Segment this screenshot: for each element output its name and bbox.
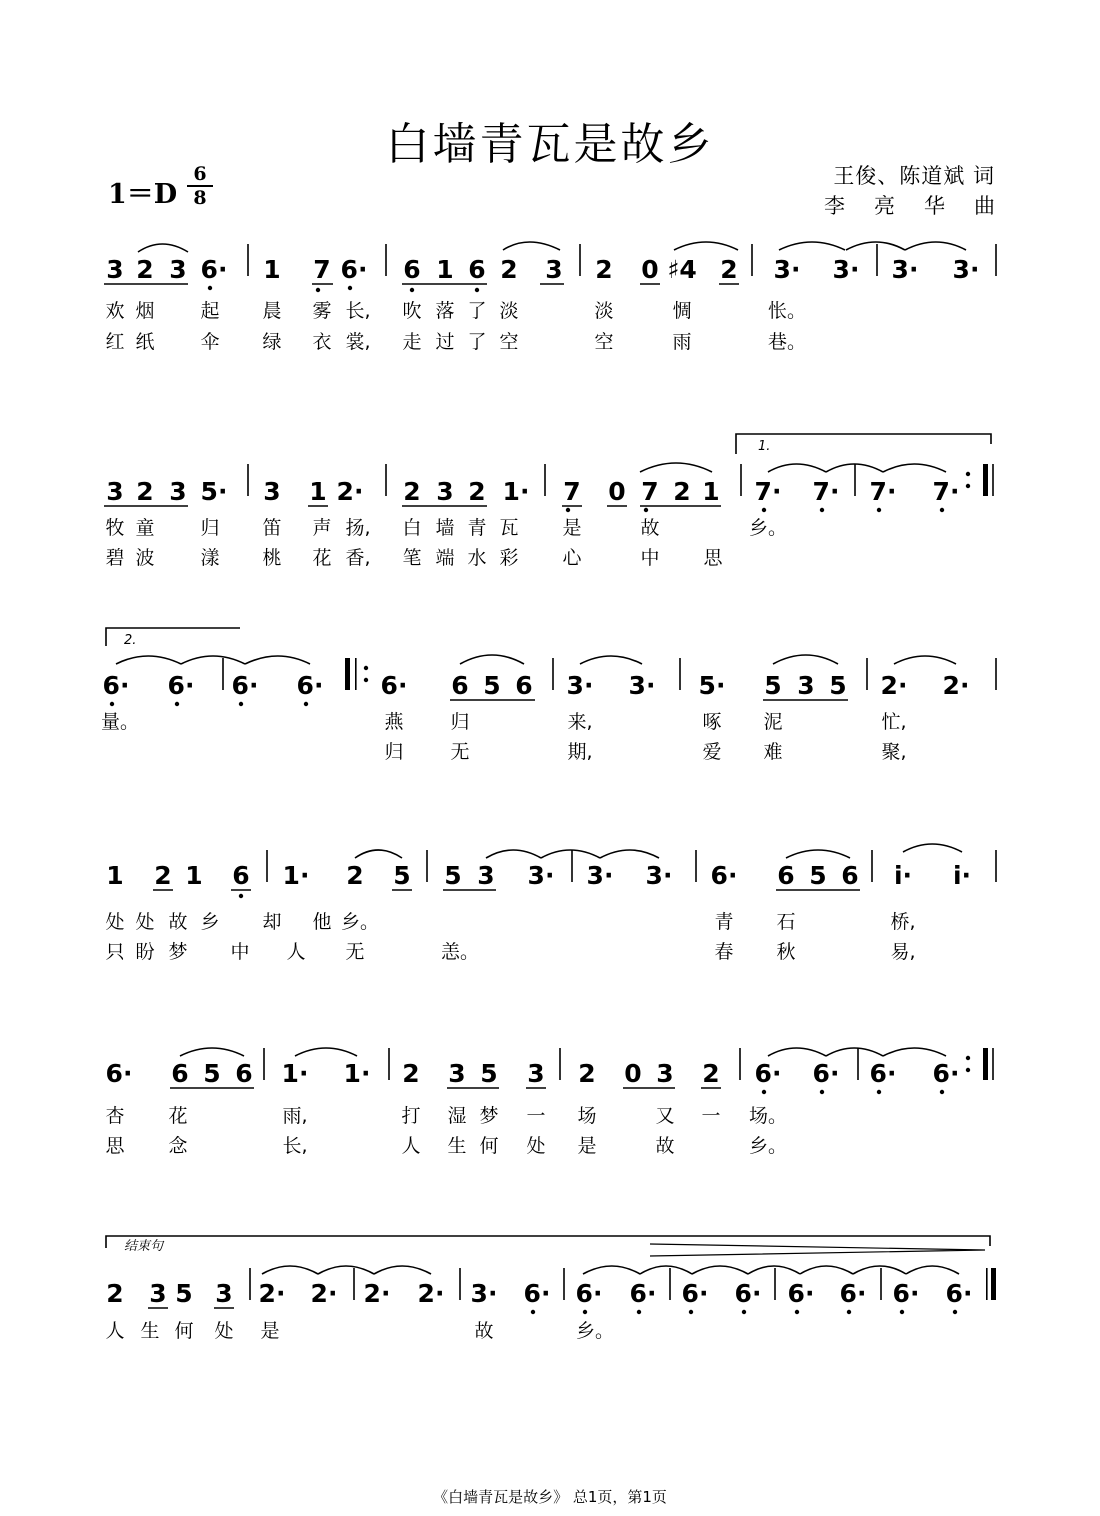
lyric-char: 欢 bbox=[105, 300, 125, 322]
lyric-char: 怅。 bbox=[767, 300, 807, 322]
lyric-char: 人 bbox=[105, 1320, 125, 1342]
note: 2 bbox=[136, 477, 154, 506]
lyric-char: 啄 bbox=[702, 711, 722, 733]
note: 6 bbox=[171, 1059, 189, 1088]
note: 2· bbox=[363, 1279, 391, 1308]
lyric-char: 牧 bbox=[105, 517, 125, 539]
lyric-char: 是 bbox=[562, 517, 582, 539]
row2-decorations bbox=[104, 434, 991, 506]
row3-ties bbox=[116, 656, 310, 664]
lyric-char: 燕 bbox=[384, 711, 404, 733]
lyric-char: 量。 bbox=[100, 711, 140, 733]
note: 2· bbox=[310, 1279, 338, 1308]
note: 5 bbox=[829, 671, 847, 700]
lyric-char: 过 bbox=[435, 331, 455, 353]
lyric-char: 人 bbox=[401, 1135, 421, 1157]
final-thick-bar bbox=[991, 1268, 996, 1300]
lyric-char: 青 bbox=[714, 911, 734, 933]
lyric-char: 生 bbox=[447, 1135, 467, 1157]
note: 7 bbox=[641, 477, 659, 506]
lyric-char: 长, bbox=[345, 300, 371, 322]
repeat-start-bar bbox=[345, 658, 350, 690]
note: 6· bbox=[105, 1059, 133, 1088]
song-title: 白墙青瓦是故乡 bbox=[385, 119, 715, 170]
row4-slur bbox=[903, 844, 962, 852]
row4-slur bbox=[786, 850, 850, 858]
lyric-char: 易, bbox=[890, 941, 916, 963]
note: 6· bbox=[575, 1279, 603, 1308]
note: 6· bbox=[839, 1279, 867, 1308]
note: 6· bbox=[629, 1279, 657, 1308]
note: 3 bbox=[436, 477, 454, 506]
row5-ties bbox=[768, 1048, 946, 1056]
note: 7· bbox=[869, 477, 897, 506]
lyric-char: 故 bbox=[474, 1320, 494, 1342]
note: 2 bbox=[402, 1059, 420, 1088]
note: 2 bbox=[346, 861, 364, 890]
lyric-char: 绿 bbox=[262, 331, 282, 353]
lyric-char: 生 bbox=[140, 1320, 160, 1342]
lyric-char: 一 bbox=[701, 1105, 721, 1127]
lyric-char: 衣 bbox=[312, 331, 332, 353]
note: 6· bbox=[787, 1279, 815, 1308]
note: 3 bbox=[149, 1279, 167, 1308]
note: 3· bbox=[527, 861, 555, 890]
lyric-char: 无 bbox=[345, 941, 365, 963]
lyric-char: 童 bbox=[135, 517, 155, 539]
lyric-char: 乡。 bbox=[748, 517, 788, 539]
lyric-char: 水 bbox=[467, 547, 487, 569]
lyric-char: 白 bbox=[402, 517, 422, 539]
note: 6 bbox=[235, 1059, 253, 1088]
lyric-char: 裳, bbox=[345, 331, 371, 353]
note: 6· bbox=[380, 671, 408, 700]
note: 2 bbox=[702, 1059, 720, 1088]
lyric-char: 来, bbox=[567, 711, 593, 733]
lyrics-row5-verse1 bbox=[0, 1101, 1100, 1127]
note: 1 bbox=[185, 861, 203, 890]
row5-slur bbox=[295, 1048, 357, 1056]
score-row-6 bbox=[0, 1232, 1100, 1322]
note: 3 bbox=[215, 1279, 233, 1308]
row2-slur bbox=[640, 463, 712, 472]
coda-label: 结束句 bbox=[124, 1239, 164, 1254]
lyric-char: 笛 bbox=[262, 517, 282, 539]
lyric-char: 雨, bbox=[282, 1105, 308, 1127]
row5-slur bbox=[180, 1048, 244, 1056]
note: 6 bbox=[451, 671, 469, 700]
lyric-char: 空 bbox=[499, 331, 519, 353]
note: 6· bbox=[340, 255, 368, 284]
note: 6 bbox=[515, 671, 533, 700]
lyric-char: 泥 bbox=[763, 711, 783, 733]
lyric-char: 处 bbox=[214, 1320, 234, 1342]
lyric-char: 是 bbox=[577, 1135, 597, 1157]
note: 6· bbox=[296, 671, 324, 700]
note: 6· bbox=[734, 1279, 762, 1308]
lyric-char: 归 bbox=[450, 711, 470, 733]
note: 1 bbox=[263, 255, 281, 284]
lyric-char: 盼 bbox=[135, 941, 155, 963]
note: 6· bbox=[932, 1059, 960, 1088]
note: 3 bbox=[545, 255, 563, 284]
lyric-char: 念 bbox=[168, 1135, 188, 1157]
row3-slur bbox=[460, 655, 524, 664]
lyric-char: 又 bbox=[655, 1105, 675, 1127]
lyric-char: 一 bbox=[526, 1105, 546, 1127]
note: 1 bbox=[309, 477, 327, 506]
lyric-char: 走 bbox=[402, 331, 422, 353]
row4-octave-dots bbox=[239, 894, 243, 898]
lyric-char: 红 bbox=[105, 331, 125, 353]
lyric-char: 碧 bbox=[105, 547, 125, 569]
lyric-char: 场 bbox=[577, 1105, 597, 1127]
note: 1 bbox=[106, 861, 124, 890]
lyric-char: 梦 bbox=[479, 1105, 499, 1127]
lyric-char: 故 bbox=[655, 1135, 675, 1157]
note: 5 bbox=[809, 861, 827, 890]
volta-2-label: 2. bbox=[124, 633, 137, 648]
row1-slur bbox=[138, 244, 188, 252]
note: 5 bbox=[175, 1279, 193, 1308]
lyrics-row2-verse2 bbox=[0, 543, 1100, 569]
row3-slur bbox=[773, 655, 838, 664]
note: 0 bbox=[641, 255, 659, 284]
lyric-char: 归 bbox=[200, 517, 220, 539]
lyric-char: 淡 bbox=[499, 300, 519, 322]
volta-1-bracket bbox=[736, 434, 991, 454]
lyric-char: 声 bbox=[312, 517, 332, 539]
row1-slur bbox=[674, 242, 738, 250]
note: 2 bbox=[673, 477, 691, 506]
lyric-char: 却 bbox=[262, 911, 282, 933]
lyrics-row2-verse1 bbox=[0, 513, 1100, 539]
note: i· bbox=[952, 861, 972, 890]
note: 6· bbox=[102, 671, 130, 700]
lyric-char: 处 bbox=[526, 1135, 546, 1157]
note: 2 bbox=[106, 1279, 124, 1308]
lyrics-row5-verse2 bbox=[0, 1131, 1100, 1157]
repeat-start-thin-bar bbox=[355, 658, 357, 690]
time-signature-top: 6 bbox=[193, 163, 207, 185]
lyric-char: 石 bbox=[776, 911, 796, 933]
note: 6· bbox=[945, 1279, 973, 1308]
note: 3· bbox=[891, 255, 919, 284]
note: 3 bbox=[106, 477, 124, 506]
note: 3 bbox=[477, 861, 495, 890]
note: 6 bbox=[777, 861, 795, 890]
time-signature bbox=[187, 164, 213, 208]
note: 6· bbox=[231, 671, 259, 700]
row1-slur bbox=[503, 242, 560, 250]
lyric-char: 他 bbox=[312, 911, 332, 933]
lyric-char: 淡 bbox=[594, 300, 614, 322]
lyric-char: 处 bbox=[135, 911, 155, 933]
lyric-char: 波 bbox=[135, 547, 155, 569]
row1-ties bbox=[779, 242, 966, 250]
lyrics-row4-verse1 bbox=[0, 907, 1100, 933]
lyric-char: 了 bbox=[467, 300, 487, 322]
note: 5 bbox=[393, 861, 411, 890]
row6-ties bbox=[262, 1266, 431, 1274]
repeat-end-bar bbox=[983, 1048, 988, 1080]
lyric-char: 湿 bbox=[447, 1105, 467, 1127]
lyric-char: 花 bbox=[168, 1105, 188, 1127]
note: 6· bbox=[710, 861, 738, 890]
lyric-char: 落 bbox=[435, 300, 455, 322]
lyric-char: 故 bbox=[640, 517, 660, 539]
lyric-char: 扬, bbox=[345, 517, 371, 539]
lyric-char: 思 bbox=[105, 1135, 125, 1157]
lyric-char: 场。 bbox=[748, 1105, 788, 1127]
note: 1 bbox=[436, 255, 454, 284]
row1-octave-dots bbox=[208, 286, 479, 292]
note: 5· bbox=[200, 477, 228, 506]
lyrics-row3-verse1 bbox=[0, 707, 1100, 733]
volta-1-label: 1. bbox=[758, 439, 771, 454]
note: 6· bbox=[523, 1279, 551, 1308]
note: 7· bbox=[932, 477, 960, 506]
note: 2· bbox=[942, 671, 970, 700]
note: 1· bbox=[281, 1059, 309, 1088]
row6-octave-dots bbox=[531, 1310, 957, 1314]
lyric-char: 无 bbox=[450, 741, 470, 763]
note: 6· bbox=[167, 671, 195, 700]
lyric-char: 彩 bbox=[499, 547, 519, 569]
note: 5 bbox=[483, 671, 501, 700]
note: 7· bbox=[812, 477, 840, 506]
note: 5 bbox=[444, 861, 462, 890]
note: 6· bbox=[892, 1279, 920, 1308]
note: 2· bbox=[258, 1279, 286, 1308]
lyric-char: 长, bbox=[282, 1135, 308, 1157]
note: 3 bbox=[106, 255, 124, 284]
lyric-char: 故 bbox=[168, 911, 188, 933]
lyric-char: 晨 bbox=[262, 300, 282, 322]
repeat-end-bar bbox=[983, 464, 988, 496]
lyrics-row1-verse1 bbox=[0, 296, 1100, 322]
lyric-char: 秋 bbox=[776, 941, 796, 963]
note: 5 bbox=[203, 1059, 221, 1088]
lyric-char: 桥, bbox=[890, 911, 916, 933]
note: 3· bbox=[773, 255, 801, 284]
note: 0 bbox=[624, 1059, 642, 1088]
note: ♯4 bbox=[667, 255, 697, 284]
lyric-char: 春 bbox=[714, 941, 734, 963]
lyric-char: 香, bbox=[345, 547, 371, 569]
lyric-char: 乡。 bbox=[575, 1320, 615, 1342]
lyric-char: 何 bbox=[479, 1135, 499, 1157]
note: 2 bbox=[403, 477, 421, 506]
lyrics-row4-verse2 bbox=[0, 937, 1100, 963]
lyric-char: 空 bbox=[594, 331, 614, 353]
row4-slur bbox=[355, 850, 402, 858]
lyricist-credit: 王俊、陈道斌 词 bbox=[833, 164, 995, 188]
note: 2· bbox=[417, 1279, 445, 1308]
lyric-char: 花 bbox=[312, 547, 332, 569]
note: 3 bbox=[797, 671, 815, 700]
note: 2· bbox=[880, 671, 908, 700]
composer-credit: 李亮华曲 bbox=[824, 194, 1024, 218]
lyric-char: 瓦 bbox=[499, 517, 519, 539]
final-thin-bar bbox=[986, 1268, 988, 1300]
note: 5 bbox=[480, 1059, 498, 1088]
lyric-char: 起 bbox=[200, 300, 220, 322]
lyric-char: 忙, bbox=[881, 711, 907, 733]
lyric-char: 聚, bbox=[881, 741, 907, 763]
page-footer: 《白墙青瓦是故乡》 总1页，第1页 bbox=[433, 1488, 667, 1506]
note: 7 bbox=[313, 255, 331, 284]
note: 6 bbox=[841, 861, 859, 890]
lyric-char: 笔 bbox=[402, 547, 422, 569]
note: 1· bbox=[282, 861, 310, 890]
note: 6 bbox=[232, 861, 250, 890]
note: i· bbox=[893, 861, 913, 890]
note: 2 bbox=[154, 861, 172, 890]
lyric-char: 墙 bbox=[435, 517, 455, 539]
note: 2 bbox=[720, 255, 738, 284]
note: 2 bbox=[595, 255, 613, 284]
lyric-char: 归 bbox=[384, 741, 404, 763]
note: 6· bbox=[681, 1279, 709, 1308]
time-signature-bottom: 8 bbox=[193, 187, 207, 209]
note: 3 bbox=[169, 255, 187, 284]
lyric-char: 中 bbox=[230, 941, 250, 963]
score-row-4 bbox=[0, 836, 1100, 916]
lyric-char: 伞 bbox=[200, 331, 220, 353]
key-signature: 1＝D bbox=[108, 179, 178, 210]
lyric-char: 了 bbox=[467, 331, 487, 353]
lyric-char: 桃 bbox=[262, 547, 282, 569]
note: 1· bbox=[343, 1059, 371, 1088]
row6-ties-end bbox=[583, 1266, 959, 1274]
lyric-char: 乡。 bbox=[748, 1135, 788, 1157]
lyric-char: 难 bbox=[763, 741, 783, 763]
lyric-char: 期, bbox=[567, 741, 593, 763]
note: 3 bbox=[169, 477, 187, 506]
lyric-char: 惆 bbox=[672, 300, 692, 322]
note: 2 bbox=[136, 255, 154, 284]
lyric-char: 雨 bbox=[672, 331, 692, 353]
note: 6· bbox=[754, 1059, 782, 1088]
note: 3 bbox=[448, 1059, 466, 1088]
coda-bracket bbox=[106, 1236, 990, 1248]
lyrics-row1-verse2 bbox=[0, 327, 1100, 353]
lyric-char: 烟 bbox=[135, 300, 155, 322]
lyrics-row6-verse1 bbox=[0, 1316, 1100, 1342]
lyric-char: 端 bbox=[435, 547, 455, 569]
row3-slur bbox=[580, 656, 642, 664]
lyric-char: 思 bbox=[703, 547, 723, 569]
note: 7· bbox=[754, 477, 782, 506]
lyric-char: 处 bbox=[105, 911, 125, 933]
note: 3· bbox=[628, 671, 656, 700]
lyric-char: 乡 bbox=[200, 911, 220, 933]
note: 0 bbox=[608, 477, 626, 506]
note: 6 bbox=[403, 255, 421, 284]
note: 2 bbox=[578, 1059, 596, 1088]
note: 6· bbox=[200, 255, 228, 284]
note: 3 bbox=[263, 477, 281, 506]
row2-ties bbox=[768, 464, 946, 472]
lyric-char: 巷。 bbox=[767, 331, 807, 353]
lyric-char: 杏 bbox=[105, 1105, 125, 1127]
note: 2· bbox=[336, 477, 364, 506]
lyrics-row3-verse2 bbox=[0, 737, 1100, 763]
note: 1 bbox=[702, 477, 720, 506]
lyric-char: 恙。 bbox=[440, 941, 480, 963]
note: 3· bbox=[952, 255, 980, 284]
lyric-char: 心 bbox=[562, 547, 582, 569]
note: 6· bbox=[812, 1059, 840, 1088]
note: 5 bbox=[764, 671, 782, 700]
lyric-char: 何 bbox=[174, 1320, 194, 1342]
note: 5· bbox=[698, 671, 726, 700]
note: 3· bbox=[566, 671, 594, 700]
row3-slur bbox=[894, 656, 956, 664]
lyric-char: 青 bbox=[467, 517, 487, 539]
lyric-char: 中 bbox=[640, 547, 660, 569]
lyric-char: 打 bbox=[401, 1105, 421, 1127]
lyric-char: 纸 bbox=[135, 331, 155, 353]
decrescendo-hairpin bbox=[650, 1244, 985, 1256]
note: 3· bbox=[645, 861, 673, 890]
note: 6 bbox=[468, 255, 486, 284]
lyric-char: 是 bbox=[260, 1320, 280, 1342]
lyric-char: 吹 bbox=[402, 300, 422, 322]
lyric-char: 乡。 bbox=[340, 911, 380, 933]
note: 1· bbox=[502, 477, 530, 506]
note: 3· bbox=[832, 255, 860, 284]
note: 7 bbox=[563, 477, 581, 506]
lyric-char: 漾 bbox=[200, 547, 220, 569]
lyric-char: 梦 bbox=[168, 941, 188, 963]
note: 3 bbox=[656, 1059, 674, 1088]
note: 3 bbox=[527, 1059, 545, 1088]
note: 3· bbox=[586, 861, 614, 890]
note: 6· bbox=[869, 1059, 897, 1088]
note: 2 bbox=[500, 255, 518, 284]
lyric-char: 雾 bbox=[312, 300, 332, 322]
note: 2 bbox=[468, 477, 486, 506]
lyric-char: 爱 bbox=[702, 741, 722, 763]
lyric-char: 只 bbox=[105, 941, 125, 963]
note: 3· bbox=[470, 1279, 498, 1308]
lyric-char: 人 bbox=[286, 941, 306, 963]
